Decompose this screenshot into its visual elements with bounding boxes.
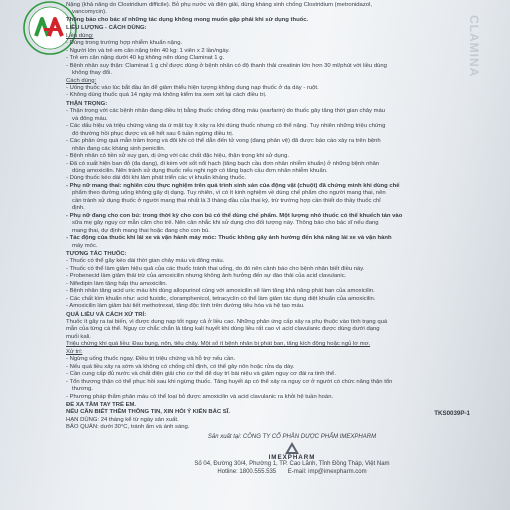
text-line: - Uống thuốc vào lúc bắt đầu ăn để giảm thiểu hiện tượng không dung nạp thuốc ở dạ dày - ruột. (66, 84, 319, 91)
text-line: và đông máu. (72, 115, 108, 122)
manufacturer-footer (142, 434, 442, 476)
text-line: - Trẻ em cân nặng dưới 40 kg không nên dùng Claminat 1 g. (66, 55, 225, 62)
text-line: - Đã có xuất hiện ban đỏ (đa dạng), đi kèm với sốt nổi hạch (tăng bạch cầu đơn nhân nhiễm khuẩn) ở những bệnh nhân (66, 160, 380, 167)
text-line: không thay đổi. (72, 70, 112, 77)
text-line: - Không dùng thuốc quá 14 ngày mà không kiểm tra xem xét lại cách điều trị. (66, 92, 267, 99)
text-line: dùng amoxicilin. Nên tránh sử dụng thuốc nếu nghi ngờ có tăng bạch cầu đơn nhân nhiễm khuẩn. (72, 167, 328, 174)
text-line: - Phụ nữ mang thai: nghiên cứu thực nghiệm trên quá trình sinh sản của động vật (chuột) đã chứng minh khi dùng chế (66, 182, 400, 189)
text-line: nhân đang các kháng sinh penicilin. (72, 145, 166, 152)
text-line: - Tác động của thuốc khi lái xe và vận hành máy móc: Thuốc không gây ảnh hưởng đến khả năng lái xe và vận hành (66, 235, 392, 242)
leaflet-page (22, 0, 488, 510)
text-line: BẢO QUẢN: dưới 30°C, tránh ẩm và ánh sáng. (66, 424, 190, 431)
text-line: - Các dấu hiệu và triệu chứng vàng da ứ mật tuy ít xảy ra khi dùng thuốc nhưng có thể nặng. Tuy nhiên những triệu chứng (66, 123, 386, 130)
text-line: THẬN TRỌNG: (66, 100, 108, 107)
text-line: - Ngừng uống thuốc ngay. Điều trị triệu chứng và hỗ trợ nếu cần. (66, 356, 236, 363)
hotline: Hotline: 1800.555.535 (217, 468, 277, 475)
text-line: Cách dùng: (66, 77, 97, 84)
text-line: muối kali. (66, 333, 91, 340)
ghost-bleed-text: CLAMINA (467, 15, 481, 78)
text-line: Triệu chứng khi quá liều: Đau bụng, nôn, tiêu chảy. Một số ít bệnh nhân bị phát ban, tăng kích động hoặc ngủ lơ mơ. (66, 341, 371, 348)
text-line: - Các phản ứng quá mẫn trầm trọng và đôi khi có thể dẫn đến tử vong (đang phản vệ) đã được báo cáo xảy ra trên bệnh (66, 138, 381, 145)
text-line: cần tránh sử dụng thuốc ở người mang thai nhất là 3 tháng đầu của thai kỳ, trừ trường hợp cần thiết do thầy thuốc chỉ (72, 197, 381, 204)
text-line: - Bệnh nhân tăng acid uric máu khi dùng allopurinol cùng với amoxicilin sẽ làm tăng khả năng phát ban của amoxicilin. (66, 288, 375, 295)
text-line: phẩm theo đường uống không gây dị dạng. Tuy nhiên, vì có ít kinh nghiệm về dùng chế phẩm cho người mang thai, nên (72, 190, 386, 197)
text-line: NẾU CẦN BIẾT THÊM THÔNG TIN, XIN HỎI Ý KIẾN BÁC SĨ. (66, 409, 230, 416)
imexpharm-logo-icon (285, 442, 299, 454)
text-line: - Dùng trong trường hợp nhiễm khuẩn nặng. (66, 40, 183, 47)
text-line: máy móc. (72, 242, 98, 249)
text-line: mẫn của từng cá thể. Nguy cơ chắc chắn là tăng kali huyết khi dùng liều rất cao vì acid clavulanic được dùng dưới dạng (66, 326, 380, 333)
document-code: TKS0039P-1 (434, 410, 470, 417)
leaflet-body-text (66, 2, 476, 432)
email-contact: E-mail: imp@imexpharm.com (287, 468, 367, 475)
text-line: đó thường hồi phục được và sẽ hết sau 6 tuần ngừng điều trị. (72, 130, 234, 137)
text-line: - Amoxicilin làm giảm bài tiết methotrexat, tăng độc tính trên đường tiêu hóa và hệ tạo máu. (66, 303, 305, 310)
text-line: TƯƠNG TÁC THUỐC: (66, 250, 127, 257)
text-line: Thuốc ít gây ra tai biến, vì được dung nạp tốt ngay cả ở liều cao. Những phản ứng cấp xảy ra phụ thuộc vào tình trạng quá (66, 319, 388, 326)
text-line: - Probenecid làm giảm thải trừ của amoxicilin nhưng không ảnh hưởng đến sự đào thải của acid clavulanic. (66, 273, 347, 280)
text-line: HẠN DÙNG: 24 tháng kể từ ngày sản xuất. (66, 416, 179, 423)
text-line: - Các chất kìm khuẩn như: acid fusidic, cloramphenicol, tetracyclin có thể làm giảm tác dụng diệt khuẩn của amoxicilin. (66, 295, 376, 302)
text-line: vancomycin). (72, 9, 107, 16)
text-line: - Người lớn và trẻ em cân nặng trên 40 kg: 1 viên x 2 lần/ngày. (66, 47, 230, 54)
text-line: Nặng (khả năng do Clostridium difficile). Bỏ phụ nước và điện giải, dùng kháng sinh chống Clostridium (metronidazol, (66, 2, 372, 8)
text-line: mang thai, dự định mang thai hoặc đang cho con bú. (72, 227, 210, 234)
text-line: - Nifedipin làm tăng hấp thu amoxicilin. (66, 280, 168, 287)
text-line: - Phương pháp thẩm phân máu có thể loại bỏ được amoxicilin và acid clavulanic ra khỏi hệ tuần hoàn. (66, 393, 334, 400)
text-line: - Thuốc có thể gây kéo dài thời gian chảy máu và đông máu. (66, 258, 225, 265)
text-line: - Bệnh nhân suy thận: Claminat 1 g chỉ được dùng ở bệnh nhân có độ thanh thải creatinin lớn hơn 30 ml/phút với liều dùng (66, 62, 387, 69)
text-line: thương. (72, 386, 93, 393)
text-line: Liều dùng: (66, 32, 94, 39)
text-line: ĐỂ XA TẦM TAY TRẺ EM. (66, 402, 137, 409)
text-line: - Nếu quá liều xảy ra sớm và không có chống chỉ định, có thể gây nôn hoặc rửa dạ dày. (66, 363, 295, 370)
text-line: - Thận trọng với các bệnh nhân đang điều trị bằng thuốc chống đông máu (warfarin) do thuốc gây tăng thời gian chảy máu (66, 108, 386, 115)
text-line: Thông báo cho bác sĩ những tác dụng không mong muốn gặp phải khi sử dụng thuốc. (66, 16, 309, 23)
text-line: sữa mẹ gây nguy cơ mẫn cảm cho trẻ. Nên cân nhắc khi sử dụng cho đối tượng này. Thông báo cho bác sĩ nếu đang (72, 220, 379, 227)
manufacturer-address: Số 04, Đường 30/4, Phường 1, TP. Cao Lãnh, Tỉnh Đồng Tháp, Việt Nam (194, 461, 390, 468)
text-line: - Cần cung cấp đủ nước và chất điện giải cho cơ thể để duy trì bài niệu và giảm nguy cơ đái ra tinh thể. (66, 371, 336, 378)
manufacturer-line: Sản xuất tại: CÔNG TY CỔ PHẦN DƯỢC PHẨM IMEXPHARM (207, 434, 377, 440)
text-line: - Dùng thuốc kéo dài đôi khi làm phát triển các vi khuẩn kháng thuốc. (66, 175, 247, 182)
text-line: - Bệnh nhân có tiền sử suy gan, dị ứng với các chất đặc hiệu, thận trọng khi sử dụng. (66, 153, 289, 160)
text-line: QUÁ LIỀU VÀ CÁCH XỬ TRÍ: (66, 311, 147, 318)
text-line: - Tổn thương thận có thể phục hồi sau khi ngừng thuốc. Tăng huyết áp có thể xảy ra nguy cơ ở người có chức năng thận tổn (66, 378, 393, 385)
text-line: LIỀU LƯỢNG - CÁCH DÙNG: (66, 25, 147, 32)
text-line: - Phụ nữ đang cho con bú: trong thời kỳ cho con bú có thể dùng chế phẩm. Một lượng nhỏ thuốc có thể khuếch tán vào (66, 212, 403, 219)
text-line: Xử trí: (66, 348, 83, 355)
contact-line (142, 469, 442, 477)
text-line: - Thuốc có thể làm giảm hiệu quả của các thuốc tránh thai uống, do đó nên cảnh báo cho bệnh nhân biết điều này. (66, 265, 365, 272)
text-line: định. (72, 205, 85, 212)
brand-name: IMEXPHARM (268, 453, 316, 461)
